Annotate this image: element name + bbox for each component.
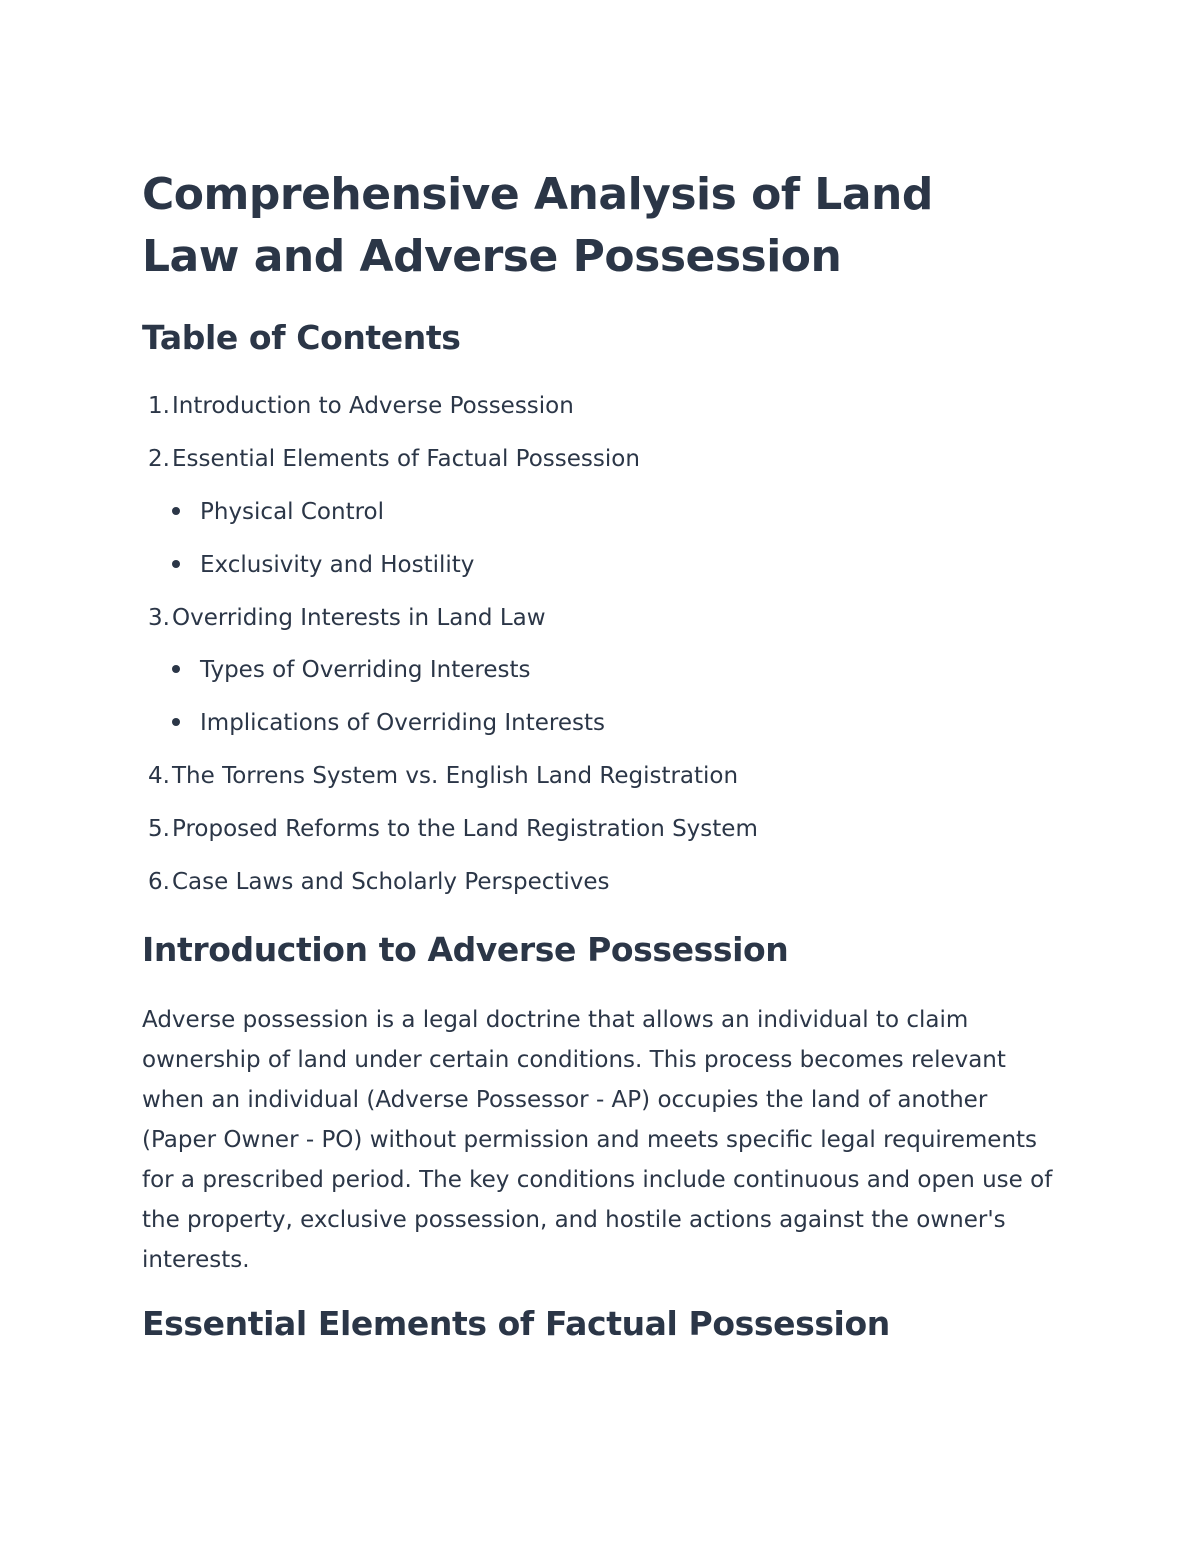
- toc-item-4[interactable]: [142, 761, 738, 791]
- toc-subitem-exclusivity[interactable]: [172, 550, 474, 580]
- introduction-paragraph: Adverse possession is a legal doctrine that allows an individual to claim ownership of land under certain conditions. This process becomes relevant when an individual (Adverse Possessor - AP) occupies the land of another (Paper Owner - PO) without permission and meets specific legal requirements for a prescribed period. The key conditions include continuous and open use of the property, exclusive possession, and hostile actions against the owner's interests.: [142, 1007, 1053, 1273]
- toc-item-label: Case Laws and Scholarly Perspectives: [172, 869, 610, 895]
- toc-number: 5.: [148, 816, 170, 842]
- toc-item-6[interactable]: [142, 867, 610, 897]
- bullet-icon: [172, 507, 180, 515]
- toc-number: 2.: [148, 446, 170, 472]
- toc-subitem-label: Implications of Overriding Interests: [200, 710, 605, 736]
- document-title: Comprehensive Analysis of Land Law and Adverse Possession: [142, 169, 933, 282]
- toc-number: 4.: [148, 763, 170, 789]
- toc-subitem-implications[interactable]: [172, 708, 605, 738]
- toc-subitem-physical-control[interactable]: [172, 497, 384, 527]
- toc-subitem-types[interactable]: [172, 655, 530, 685]
- toc-subitem-label: Types of Overriding Interests: [200, 657, 531, 683]
- bullet-icon: [172, 718, 180, 726]
- toc-item-label: Proposed Reforms to the Land Registration System: [172, 816, 758, 842]
- toc-item-3[interactable]: [142, 603, 546, 633]
- toc-number: 3.: [148, 605, 170, 631]
- toc-item-label: Overriding Interests in Land Law: [172, 605, 546, 631]
- section-heading-essential-elements: Essential Elements of Factual Possession: [142, 1304, 890, 1343]
- toc-item-label: The Torrens System vs. English Land Registration: [172, 763, 739, 789]
- toc-item-label: Essential Elements of Factual Possession: [172, 446, 640, 472]
- toc-subitem-label: Exclusivity and Hostility: [200, 552, 475, 578]
- bullet-icon: [172, 665, 180, 673]
- section-heading-introduction: Introduction to Adverse Possession: [142, 930, 789, 969]
- toc-item-2[interactable]: [142, 444, 640, 474]
- toc-number: 1.: [148, 393, 170, 419]
- toc-item-label: Introduction to Adverse Possession: [172, 393, 574, 419]
- bullet-icon: [172, 560, 180, 568]
- toc-number: 6.: [148, 869, 170, 895]
- toc-subitem-label: Physical Control: [200, 499, 385, 525]
- toc-item-5[interactable]: [142, 814, 758, 844]
- toc-item-1[interactable]: [142, 391, 574, 421]
- toc-heading: Table of Contents: [142, 318, 461, 357]
